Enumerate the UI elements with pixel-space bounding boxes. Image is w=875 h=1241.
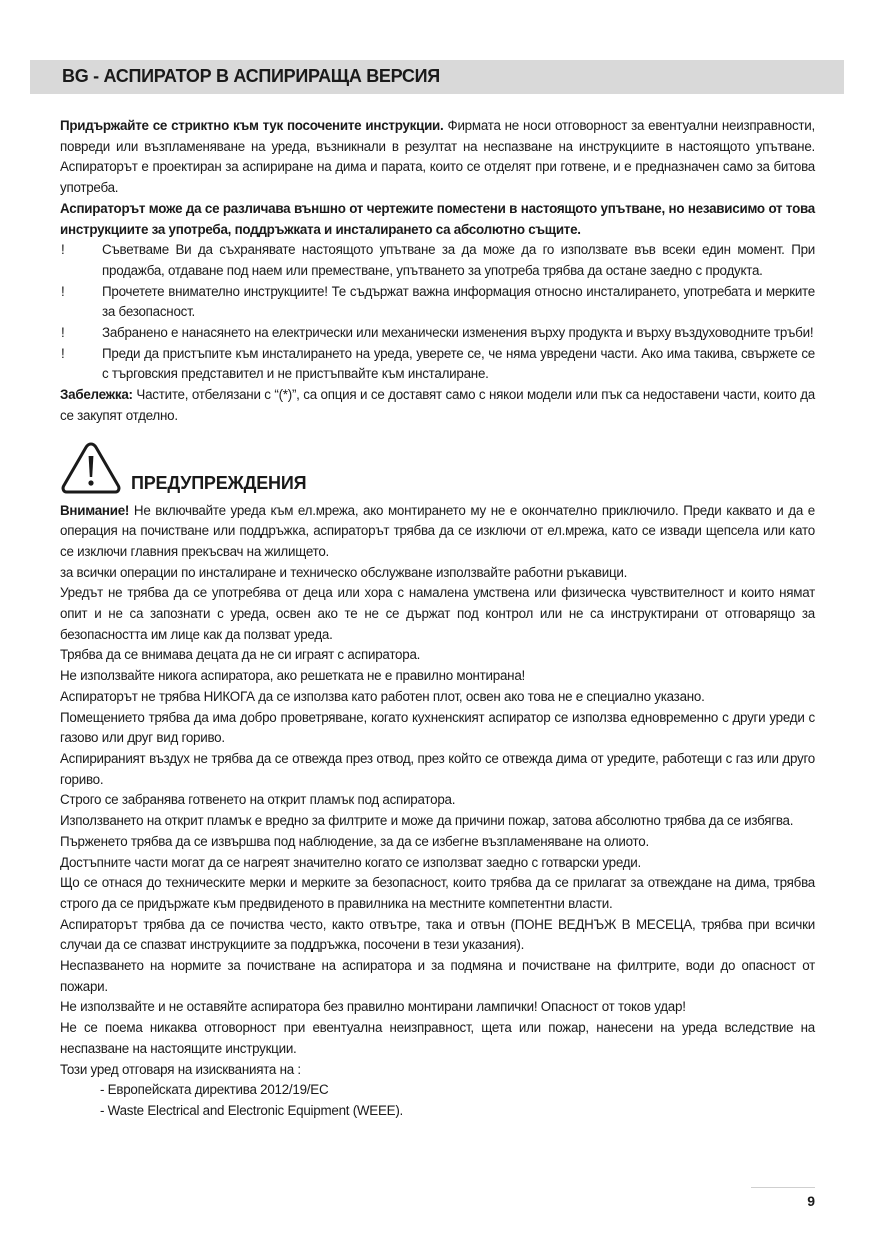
warning-paragraph: Използването на открит пламък е вредно за филтрите и може да причини пожар, затова абсолютно трябва да се избягва.	[60, 813, 794, 829]
bullet-item	[60, 240, 815, 281]
warning-triangle-icon	[60, 441, 122, 495]
warning-paragraph: Не използвайте никога аспиратора, ако решетката не е правилно монтирана!	[60, 668, 525, 684]
note-label: Забележка:	[60, 387, 133, 403]
attention-text: Не включвайте уреда към ел.мрежа, ако монтирането му не е окончателно приключило. Преди каквато и да е операция на почистване или поддръжка, аспираторът трябва да се изключи от ел.мрежа, като се извади щепсела или като се изключи главния прекъсвач на жилището.	[60, 502, 815, 559]
section-title: BG - АСПИРАТОР В АСПИРИРАЩА ВЕРСИЯ	[62, 66, 440, 86]
warning-paragraph: Този уред отговаря на изискванията на :	[60, 1061, 301, 1077]
intro-text: Фирмата не носи отговорност за евентуални неизправности, повреди или възпламеняване на уреда, възникнали в резултат на неспазване на инструкциите в настоящото упътване. Аспираторът е проектиран за аспириране на дима и парата, които се отделят при готвене, и е предназначен само за битова употреба.	[60, 118, 815, 196]
compliance-item: - Европейската директива 2012/19/ЕС	[100, 1082, 329, 1098]
intro-paragraph	[60, 116, 815, 199]
bullet-text: Преди да пристъпите към инсталирането на уреда, уверете се, че няма увредени части. Ако има такива, свържете се с търговския представител и не пристъпвайте към инсталиране.	[102, 345, 815, 382]
bullet-text: Забранено е нанасянето на електрически или механически изменения върху продукта и върху въздуховодните тръби!	[102, 325, 814, 341]
warning-paragraph: Неспазването на нормите за почистване на аспиратора и за подмяна и почистване на филтрите, води до опасност от пожари.	[60, 958, 815, 994]
page-number: 9	[807, 1193, 815, 1209]
bullet-text: Прочетете внимателно инструкциите! Те съдържат важна информация относно инсталирането, употребата и мерките за безопасност.	[102, 283, 815, 320]
warning-paragraph: Аспирираният въздух не трябва да се отвежда през отвод, през който се отвежда дима от уредите, работещи с газ или друго гориво.	[60, 750, 815, 787]
warnings-heading	[60, 441, 815, 501]
warning-paragraph: Пърженето трябва да се извършва под наблюдение, за да се избегне възпламеняване на олиото.	[60, 833, 649, 849]
warning-paragraph: Трябва да се внимава децата да не си играят с аспиратора.	[60, 647, 421, 663]
bullet-item	[60, 282, 815, 323]
warning-paragraph: Що се отнася до техническите мерки и мерките за безопасност, които трябва да се прилагат за отвеждане на дима, трябва строго да се придържате към предвиденото в правилника на местните компетентни власти.	[60, 875, 815, 911]
warning-paragraph: Аспираторът не трябва НИКОГА да се използва като работен плот, освен ако това не е специално указано.	[60, 688, 705, 704]
exclamation-mark: !	[61, 242, 65, 258]
appearance-note: Аспираторът може да се различава външно от чертежите поместени в настоящото упътване, но независимо от това инструкциите за употреба, поддръжката и инсталирането са абсолютно същите.	[60, 200, 815, 237]
exclamation-mark: !	[61, 325, 65, 341]
manual-content	[60, 116, 815, 1122]
warning-paragraph: Не използвайте и не оставяйте аспиратора без правилно монтирани лампички! Опасност от токов удар!	[60, 999, 686, 1015]
bullet-item	[60, 323, 815, 344]
warning-paragraph: Уредът не трябва да се употребява от деца или хора с намалена умствена или физическа чувствителност и които нямат опит и не са запознати с уреда, освен ако те не се държат под контрол или не са инструктирани от отговарящо за безопасността им лице как да ползват уреда.	[60, 585, 815, 642]
section-header-bar	[30, 60, 844, 94]
note-text: Частите, отбелязани с “(*)”, са опция и се доставят само с някои модели или пък са недоставени части, които да се закупят отделно.	[60, 387, 815, 423]
bullet-text: Съветваме Ви да съхранявате настоящото упътване за да може да го използвате във всеки един момент. При продажба, отдаване под наем или преместване, упътването за употреба трябва да остане заедно с продукта.	[102, 242, 815, 278]
compliance-item: - Waste Electrical and Electronic Equipment (WEEE).	[100, 1102, 404, 1118]
warning-paragraph: Не се поема никаква отговорност при евентуална неизправност, щета или пожар, нанесени на уреда вследствие на неспазване на настоящите инструкции.	[60, 1020, 815, 1056]
attention-label: Внимание!	[60, 502, 130, 518]
warning-paragraph: Достъпните части могат да се нагреят значително когато се използват заедно с готварски уреди.	[60, 854, 641, 870]
bullet-item	[60, 344, 815, 385]
intro-bold-lead: Придържайте се стриктно към тук посочените инструкции.	[60, 118, 444, 133]
warning-paragraph: Помещението трябва да има добро проветряване, когато кухненският аспиратор се използва едновременно с други уреди с газово или друг вид гориво.	[60, 709, 815, 746]
note-paragraph	[60, 385, 815, 426]
exclamation-mark: !	[61, 283, 65, 299]
attention-paragraph	[60, 501, 815, 563]
warning-paragraph: Строго се забранява готвенето на открит пламък под аспиратора.	[60, 792, 456, 808]
exclamation-mark: !	[61, 345, 65, 361]
footer-divider	[751, 1187, 815, 1188]
warning-paragraph: Аспираторът трябва да се почиства често, както отвътре, така и отвън (ПОНЕ ВЕДНЪЖ В МЕСЕЦА, трябва при всички случаи да се спазват инструкциите за поддръжка, посочени в тези указания).	[60, 916, 815, 953]
warning-paragraph: за всички операции по инсталиране и техническо обслужване използвайте работни ръкавици.	[60, 564, 628, 580]
warnings-title: ПРЕДУПРЕЖДЕНИЯ	[131, 472, 307, 493]
